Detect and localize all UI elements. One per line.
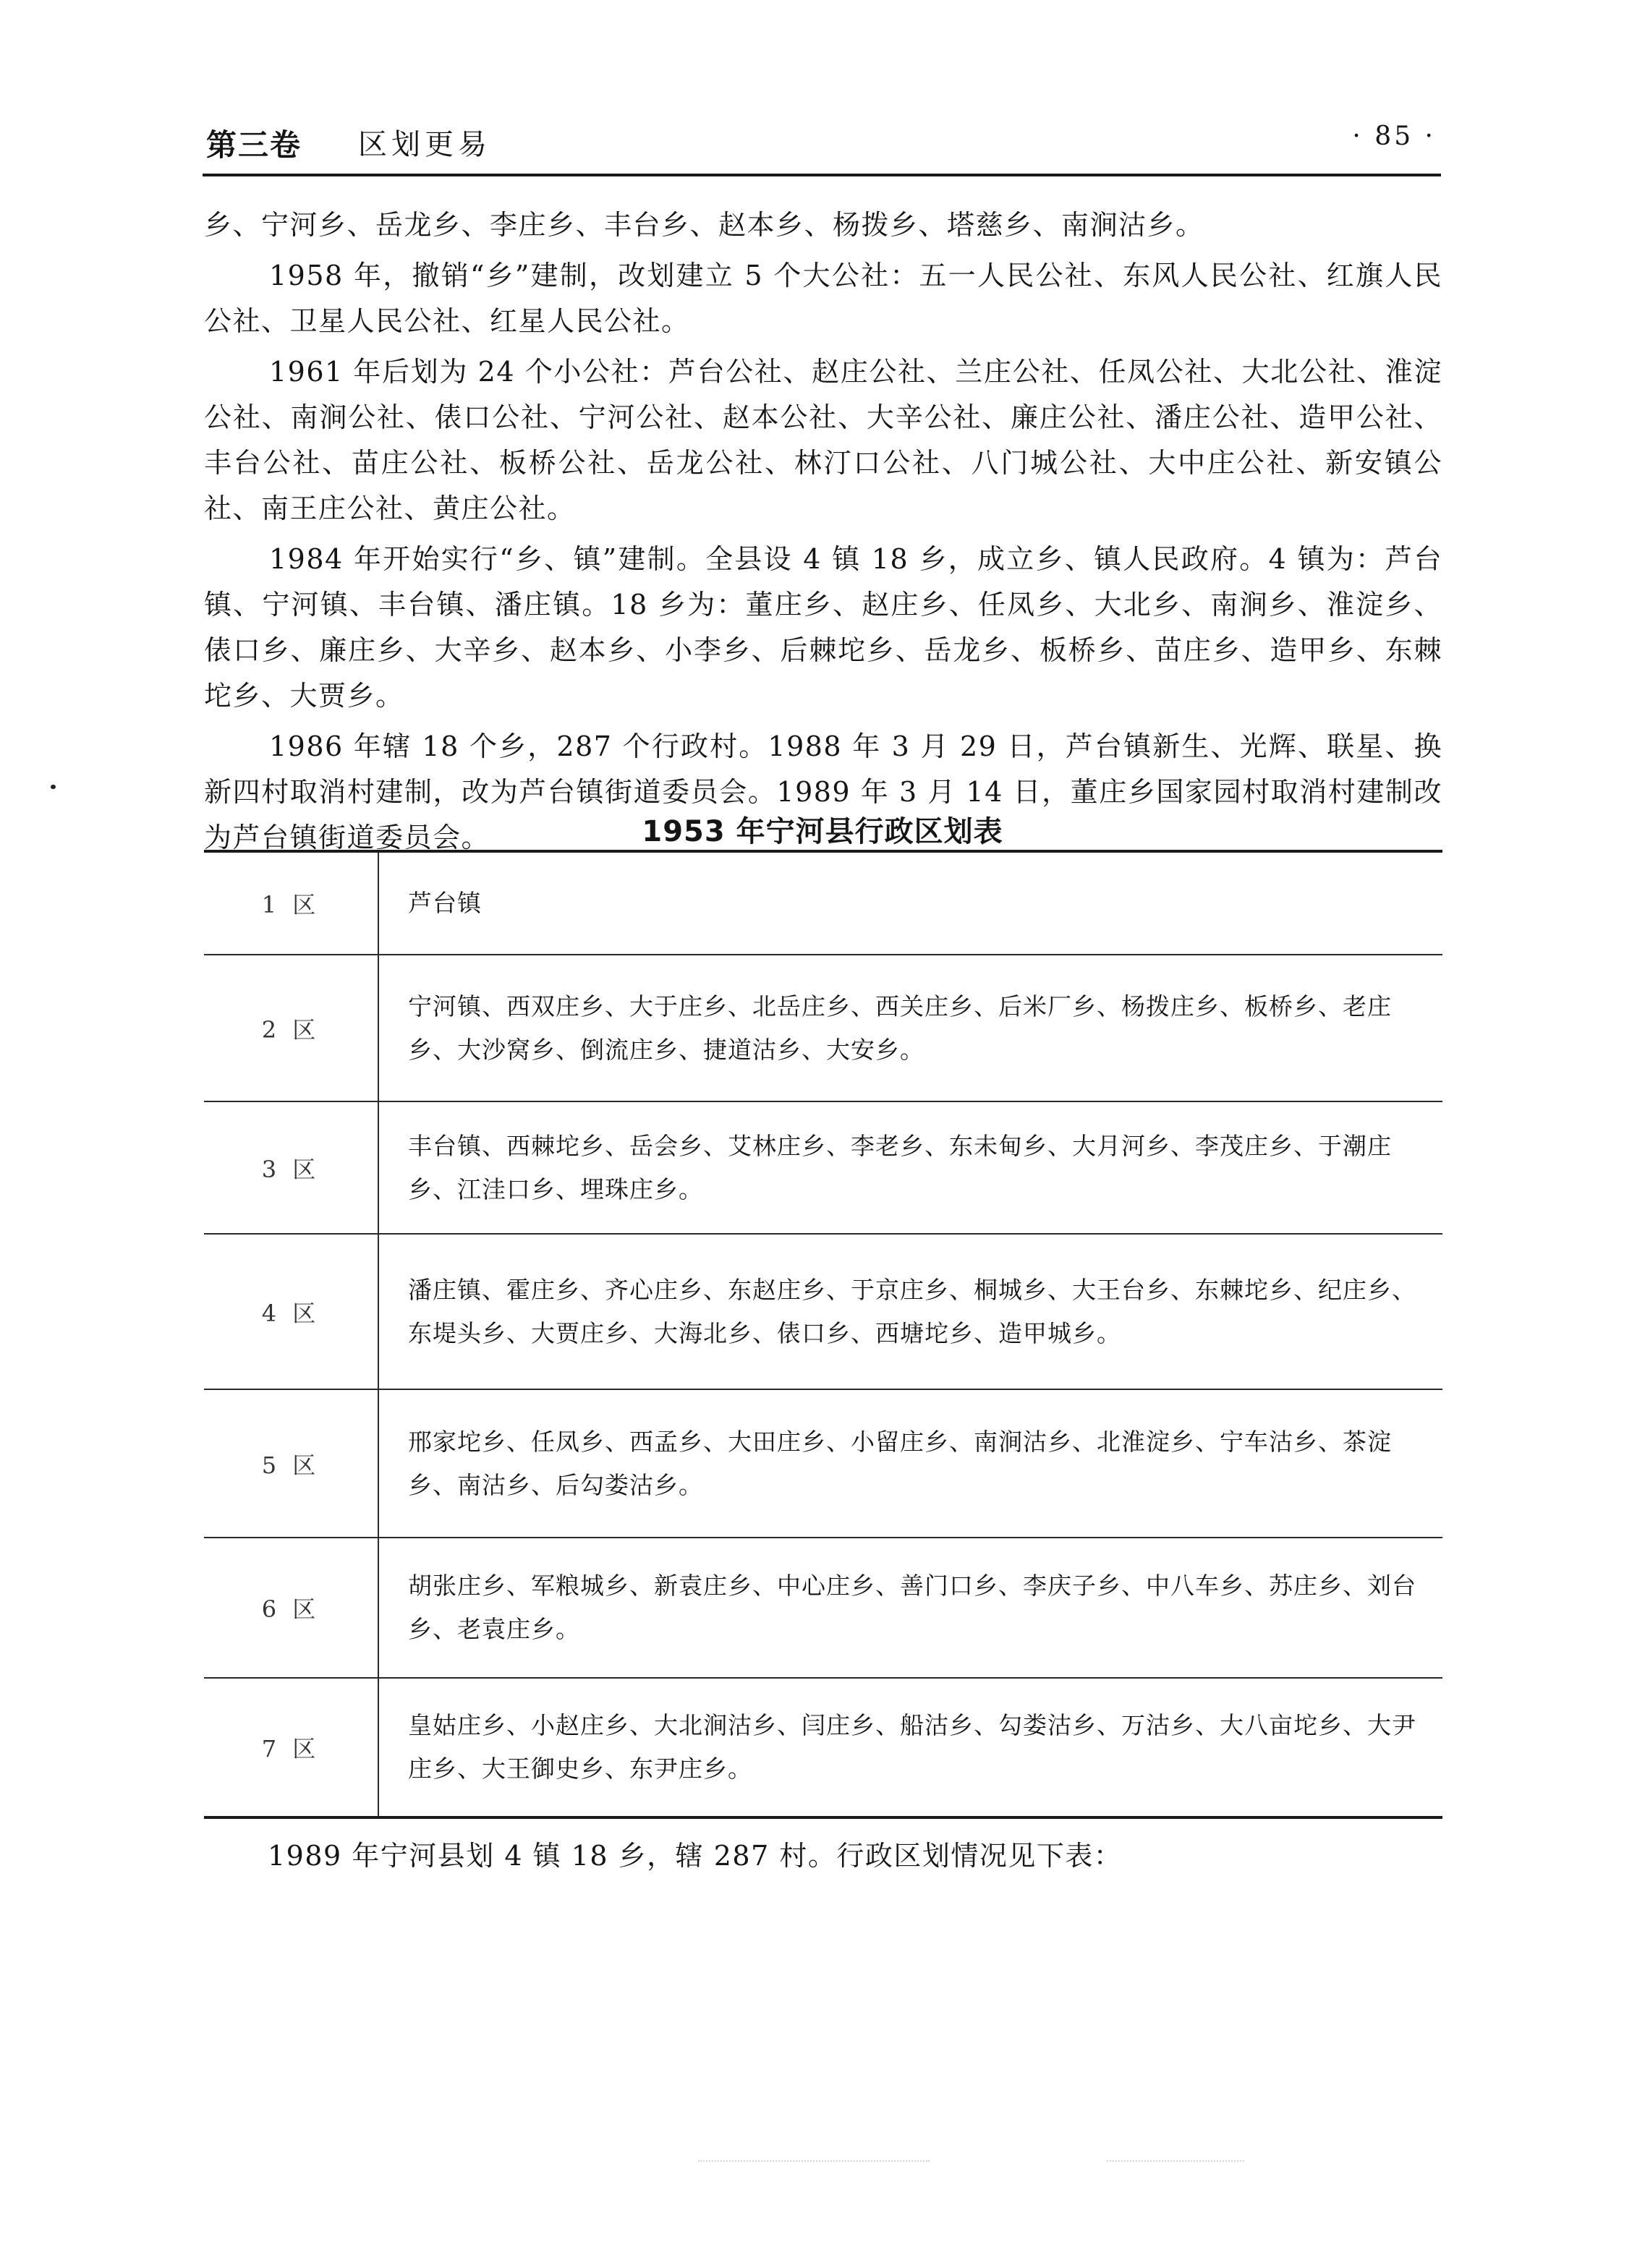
scan-speckle	[698, 2160, 930, 2165]
paragraph-1984: 1984 年开始实行“乡、镇”建制。全县设 4 镇 18 乡，成立乡、镇人民政府。4 镇为：芦台镇、宁河镇、丰台镇、潘庄镇。18 乡为：董庄乡、赵庄乡、任凤乡、大北乡、南涧乡、淮淀乡、俵口乡、廉庄乡、大辛乡、赵本乡、小李乡、后棘坨乡、岳龙乡、板桥乡、苗庄乡、造甲乡、东棘坨乡、大贾乡。	[204, 543, 1442, 712]
district-cell: 3 区	[204, 1101, 378, 1234]
table-row	[204, 1538, 1442, 1678]
members-cell: 宁河镇、西双庄乡、大于庄乡、北岳庄乡、西关庄乡、后米厂乡、杨拨庄乡、板桥乡、老庄乡、大沙窝乡、倒流庄乡、捷道沽乡、大安乡。	[408, 992, 1392, 1064]
district-cell: 6 区	[204, 1538, 378, 1678]
district-table	[204, 850, 1442, 1819]
scan-speckle	[1107, 2160, 1244, 2165]
section-title: 区划更易	[358, 128, 491, 161]
table-row	[204, 1389, 1442, 1538]
members-cell: 邢家坨乡、任凤乡、西孟乡、大田庄乡、小留庄乡、南涧沽乡、北淮淀乡、宁车沽乡、茶淀乡、南沽乡、后勾娄沽乡。	[408, 1427, 1392, 1499]
closing-sentence: 1989 年宁河县划 4 镇 18 乡，辖 287 村。行政区划情况见下表：	[268, 1840, 1123, 1872]
paragraph-continuation: 乡、宁河乡、岳龙乡、李庄乡、丰台乡、赵本乡、杨拨乡、塔慈乡、南涧沽乡。	[204, 209, 1204, 241]
table-row	[204, 955, 1442, 1101]
members-cell: 潘庄镇、霍庄乡、齐心庄乡、东赵庄乡、于京庄乡、桐城乡、大王台乡、东棘坨乡、纪庄乡、东堤头乡、大贾庄乡、大海北乡、俵口乡、西塘坨乡、造甲城乡。	[408, 1275, 1416, 1347]
volume-label: 第三卷	[206, 127, 302, 163]
members-cell: 皇姑庄乡、小赵庄乡、大北涧沽乡、闫庄乡、船沽乡、勾娄沽乡、万沽乡、大八亩坨乡、大尹庄乡、大王御史乡、东尹庄乡。	[408, 1711, 1416, 1783]
members-cell: 胡张庄乡、军粮城乡、新袁庄乡、中心庄乡、善门口乡、李庆子乡、中八车乡、苏庄乡、刘台乡、老袁庄乡。	[408, 1572, 1416, 1643]
paragraph-1986: 1986 年辖 18 个乡，287 个行政村。1988 年 3 月 29 日，芦台镇新生、光辉、联星、换新四村取消村建制，改为芦台镇街道委员会。1989 年 3 月 14 日，董庄乡国家园村取消村建制改为芦台镇街道委员会。	[204, 730, 1442, 853]
running-header	[206, 122, 1436, 168]
header-rule	[203, 174, 1441, 176]
district-cell: 5 区	[204, 1389, 378, 1538]
members-cell: 丰台镇、西棘坨乡、岳会乡、艾林庄乡、李老乡、东未甸乡、大月河乡、李茂庄乡、于潮庄乡、江洼口乡、埋珠庄乡。	[408, 1131, 1392, 1203]
table-row	[204, 1101, 1442, 1234]
members-cell: 芦台镇	[408, 889, 482, 917]
table-title: 1953 年宁河县行政区划表	[642, 815, 1003, 848]
scan-margin-mark	[51, 785, 56, 789]
paragraph-1961: 1961 年后划为 24 个小公社：芦台公社、赵庄公社、兰庄公社、任凤公社、大北公社、淮淀公社、南涧公社、俵口公社、宁河公社、赵本公社、大辛公社、廉庄公社、潘庄公社、造甲公社、丰台公社、苗庄公社、板桥公社、岳龙公社、林汀口公社、八门城公社、大中庄公社、新安镇公社、南王庄公社、黄庄公社。	[204, 356, 1442, 524]
table-row	[204, 851, 1442, 955]
table-row	[204, 1234, 1442, 1389]
paragraph-1958: 1958 年，撤销“乡”建制，改划建立 5 个大公社：五一人民公社、东风人民公社、红旗人民公社、卫星人民公社、红星人民公社。	[204, 260, 1442, 337]
district-cell: 7 区	[204, 1678, 378, 1817]
district-cell: 1 区	[204, 851, 378, 955]
district-cell: 2 区	[204, 955, 378, 1101]
district-cell: 4 区	[204, 1234, 378, 1389]
table-row	[204, 1678, 1442, 1817]
page-number: · 85 ·	[1352, 122, 1436, 151]
body-text	[204, 202, 1442, 866]
